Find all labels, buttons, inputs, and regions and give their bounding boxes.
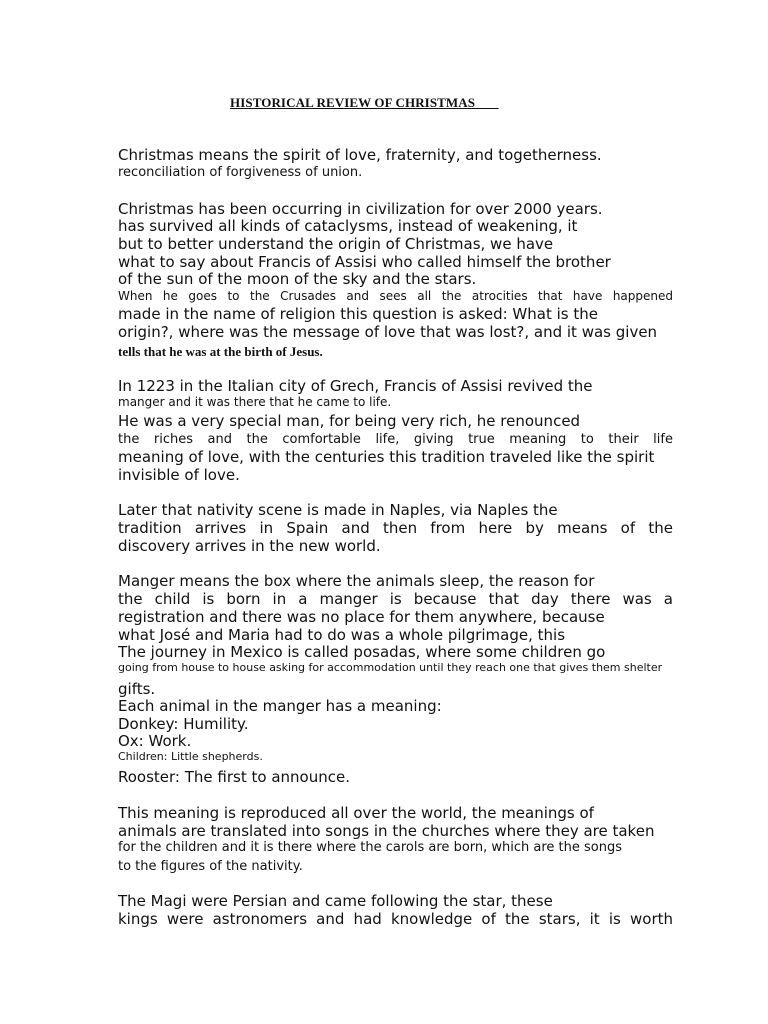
text-line: Each animal in the manger has a meaning: [118, 697, 442, 715]
text-line: the riches and the comfortable life, giving true meaning to their life [118, 432, 673, 447]
text-line: to the figures of the nativity. [118, 859, 303, 874]
text-line: The Magi were Persian and came following the star, these [118, 892, 553, 910]
text-line: tradition arrives in Spain and then from here by means of the [118, 519, 673, 537]
text-line: what José and Maria had to do was a whole pilgrimage, this [118, 626, 566, 644]
text-line: but to better understand the origin of Christmas, we have [118, 235, 554, 253]
text-line: registration and there was no place for them anywhere, because [118, 608, 605, 626]
text-line: kings were astronomers and had knowledge of the stars, it is worth [118, 910, 673, 928]
text-line: animals are translated into songs in the churches where they are taken [118, 822, 655, 840]
text-line: the child is born in a manger is because that day there was a [118, 590, 673, 608]
text-line: Children: Little shepherds. [118, 750, 263, 763]
text-line: In 1223 in the Italian city of Grech, Francis of Assisi revived the [118, 377, 593, 395]
text-line: Christmas has been occurring in civilization for over 2000 years. [118, 200, 603, 218]
text-line: The journey in Mexico is called posadas, where some children go [118, 643, 606, 661]
text-line: Donkey: Humility. [118, 715, 249, 733]
text-line: of the sun of the moon of the sky and the stars. [118, 270, 477, 288]
text-line: tells that he was at the birth of Jesus. [118, 344, 323, 359]
text-line: Later that nativity scene is made in Naples, via Naples the [118, 501, 558, 519]
text-line: Rooster: The first to announce. [118, 768, 350, 786]
text-line: has survived all kinds of cataclysms, instead of weakening, it [118, 217, 578, 235]
text-line: He was a very special man, for being very rich, he renounced [118, 412, 581, 430]
text-line: Christmas means the spirit of love, fraternity, and togetherness. [118, 146, 602, 164]
text-line: manger and it was there that he came to life. [118, 395, 392, 409]
text-line: what to say about Francis of Assisi who called himself the brother [118, 253, 611, 271]
text-line: made in the name of religion this question is asked: What is the [118, 305, 598, 323]
text-line: This meaning is reproduced all over the world, the meanings of [118, 804, 594, 822]
text-line: Ox: Work. [118, 732, 192, 750]
text-line: reconciliation of forgiveness of union. [118, 165, 363, 180]
text-line: meaning of love, with the centuries this tradition traveled like the spirit [118, 448, 655, 466]
text-line: Manger means the box where the animals sleep, the reason for [118, 572, 595, 590]
text-line: When he goes to the Crusades and sees all the atrocities that have happened [118, 289, 673, 303]
text-line: invisible of love. [118, 466, 240, 484]
document-title: HISTORICAL REVIEW OF CHRISTMAS [230, 95, 499, 110]
text-line: going from house to house asking for accommodation until they reach one that gives them shelter [118, 661, 663, 674]
text-line: discovery arrives in the new world. [118, 537, 381, 555]
text-line: origin?, where was the message of love that was lost?, and it was given [118, 323, 658, 341]
text-line: for the children and it is there where the carols are born, which are the songs [118, 840, 623, 855]
text-line: gifts. [118, 680, 156, 698]
